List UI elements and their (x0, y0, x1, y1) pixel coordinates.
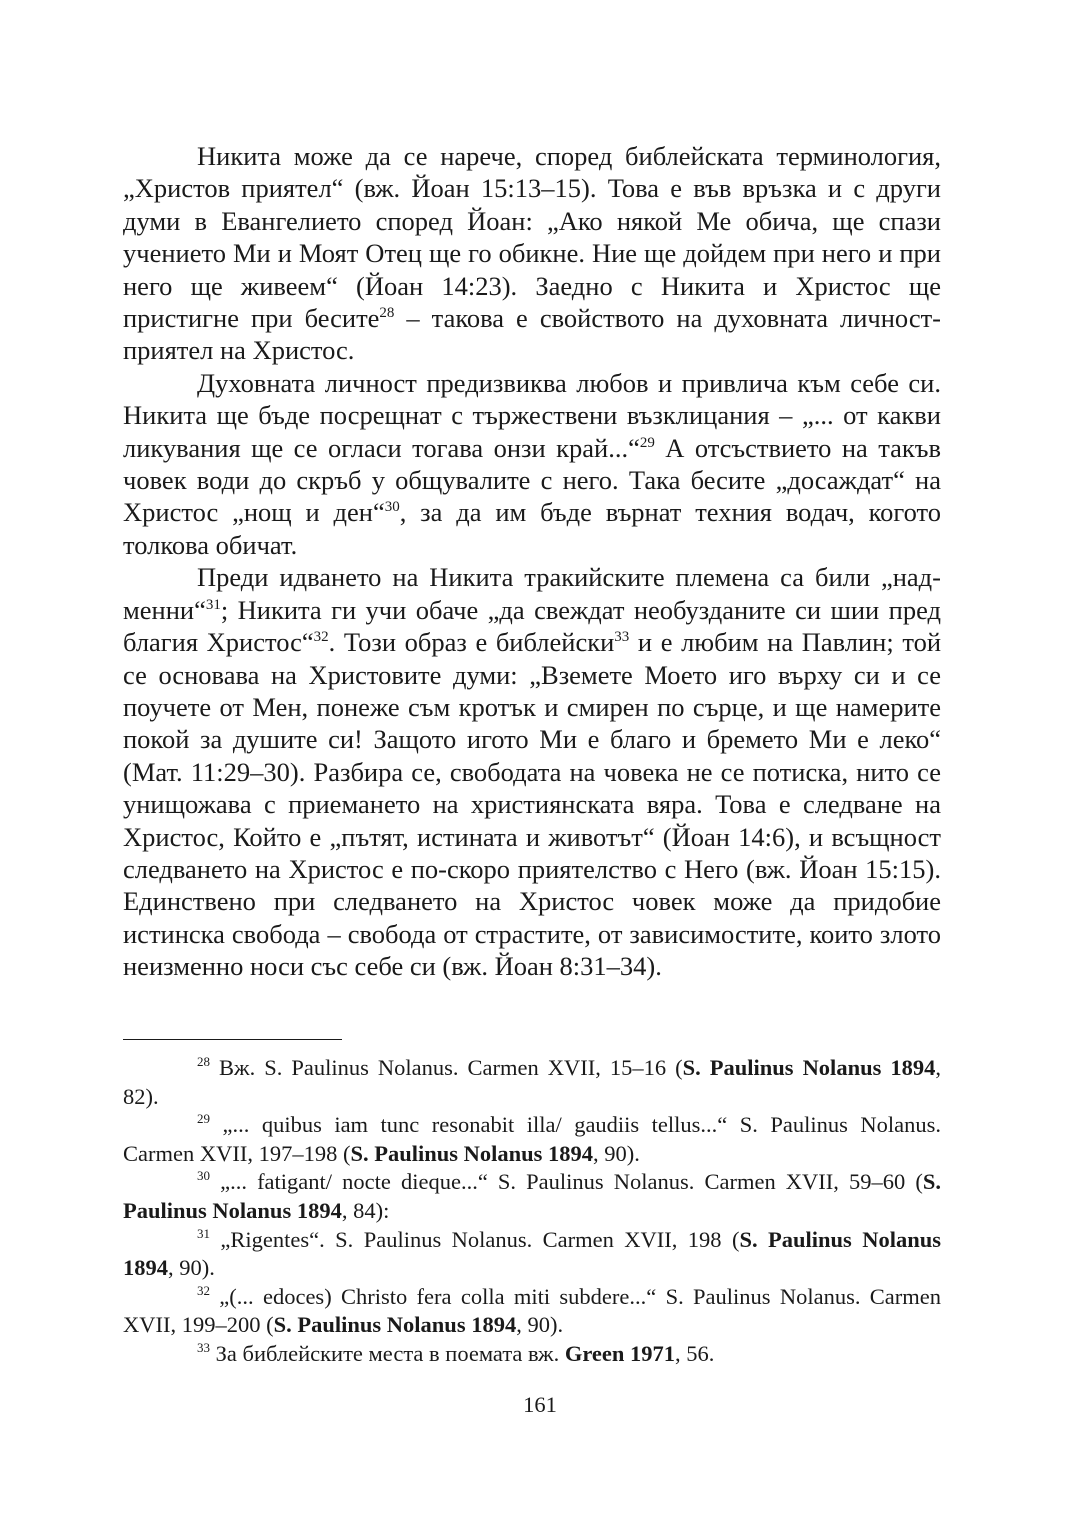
footnote-source: S. Paulinus Nolanus 1894 (123, 1226, 941, 1281)
footnotes (123, 1054, 941, 1369)
footnote-30 (123, 1168, 941, 1225)
paragraph-2-text-c: , за да им бъде върнат техния водач, когото толкова обичат. (123, 497, 941, 560)
footnote-number: 33 (197, 1339, 210, 1355)
footnote-ref-29[interactable]: 29 (639, 434, 655, 451)
main-text (123, 140, 941, 983)
footnote-tail: , 84): (341, 1197, 390, 1223)
footnote-ref-28[interactable]: 28 (379, 305, 395, 322)
footnote-source: Green 1971 (564, 1340, 676, 1366)
paragraph-1-text-b: – такова е свойството на духовната личност-приятел на Христос. (123, 303, 942, 366)
footnote-number: 28 (197, 1054, 210, 1069)
paragraph-1-text-a: Никита може да се нарече, според библейската терминология, „Христов приятел“ (вж. Йоан 15:13–15). Това е във връзка и с други думи в Евангелието според Йоан: „Ако някой Ме обича, ще спази учението Ми и Моят Отец ще го обикне. Ние ще дойдем при него и при него ще живеем“ (Йоан 14:23). Заедно с Никита и Христос ще пристигне при бесите (123, 141, 941, 334)
paragraph-3-text-d: и е любим на Павлин; той се основава на Христовите думи: „Вземете Моето иго върху си и се поучете от Мен, понеже съм кротък и смирен по сърце, и ще намерите покой за душите си! Защото игото Ми е благо и бремето Ми е леко“ (Мат. 11:29–30). Разбира се, свободата на човека не се потиска, нито се унищожава с приемането на християнската вяра. Това е следване на Христос, Който е „пътят, истината и животът“ (Йоан 14:6), и всъщност следването на Христос е по-скоро приятелство с Него (вж. Йоан 15:15). Единствено при следването на Христос човек може да придобие истинска свобода – свобода от страстите, от зависимостите, които злото неизменно носи със себе си (вж. Йоан 8:31–34). (123, 627, 941, 982)
footnote-source: S. Paulinus Nolanus 1894 (350, 1140, 594, 1166)
footnote-32 (123, 1283, 941, 1340)
footnote-source: S. Paulinus Nolanus 1894 (273, 1312, 517, 1338)
footnote-source: S. Paulinus Nolanus 1894 (123, 1169, 941, 1223)
footnote-31 (123, 1226, 941, 1283)
paragraph-3 (123, 561, 941, 982)
footnote-ref-30[interactable]: 30 (384, 499, 400, 516)
paragraph-2-text-a: Духовната личност предизвиква любов и привлича към себе си. Никита ще бъде посрещнат с тържествени възклицания – „... от какви ликувания ще се огласи тогава онзи край...“ (123, 367, 941, 463)
paragraph-1 (123, 140, 941, 367)
paragraph-2-text-b: А отсъствието на такъв човек води до скръб у общувалите с него. Така бесите „досаждат“ на Христос „нощ и ден“ (123, 432, 941, 528)
footnote-ref-32[interactable]: 32 (313, 629, 329, 646)
paragraph-2 (123, 367, 941, 561)
footnote-tail: , 56. (675, 1340, 715, 1366)
footnote-tail: , 90). (168, 1255, 215, 1281)
footnote-text: „... quibus iam tunc resonabit illa/ gaudiis tellus...“ S. Paulinus Nolanus. Carmen XVII, 197–198 ( (123, 1112, 941, 1166)
footnote-text: „(... edoces) Christo fera colla miti subdere...“ S. Paulinus Nolanus. Carmen XVII, 199–200 ( (123, 1283, 941, 1338)
paragraph-3-text-b: ; Никита ги учи обаче „да свеждат необузданите си шии пред благия Христос“ (123, 594, 941, 658)
footnote-29 (123, 1111, 941, 1168)
footnote-number: 32 (197, 1282, 210, 1298)
paragraph-3-text-c: . Този образ е библейски (328, 627, 615, 658)
footnote-33 (123, 1340, 941, 1369)
page-number: 161 (523, 1392, 557, 1417)
footnote-ref-31[interactable]: 31 (205, 596, 221, 613)
footnote-text: За библейските места в поемата вж. (210, 1340, 565, 1366)
footnote-number: 30 (197, 1168, 210, 1184)
footnote-tail: , 90). (516, 1312, 564, 1338)
footnote-ref-33[interactable]: 33 (614, 629, 630, 646)
footnote-28 (123, 1054, 941, 1111)
footnote-text: Вж. S. Paulinus Nolanus. Carmen XVII, 15–16 ( (210, 1055, 683, 1080)
footnote-text: „... fatigant/ nocte dieque...“ S. Paulinus Nolanus. Carmen XVII, 59–60 ( (210, 1169, 923, 1195)
footnote-number: 29 (197, 1111, 210, 1127)
footnote-source: S. Paulinus Nolanus 1894 (682, 1055, 936, 1080)
paragraph-3-text-a: Преди идването на Никита тракийските племена са били „надменни“ (123, 562, 941, 625)
footnote-text: „Rigentes“. S. Paulinus Nolanus. Carmen XVII, 198 ( (210, 1226, 740, 1252)
footnote-tail: , 90). (593, 1140, 640, 1166)
footnote-number: 31 (197, 1225, 210, 1241)
footnote-divider (123, 1039, 342, 1040)
footnote-tail: , 82). (123, 1055, 941, 1109)
